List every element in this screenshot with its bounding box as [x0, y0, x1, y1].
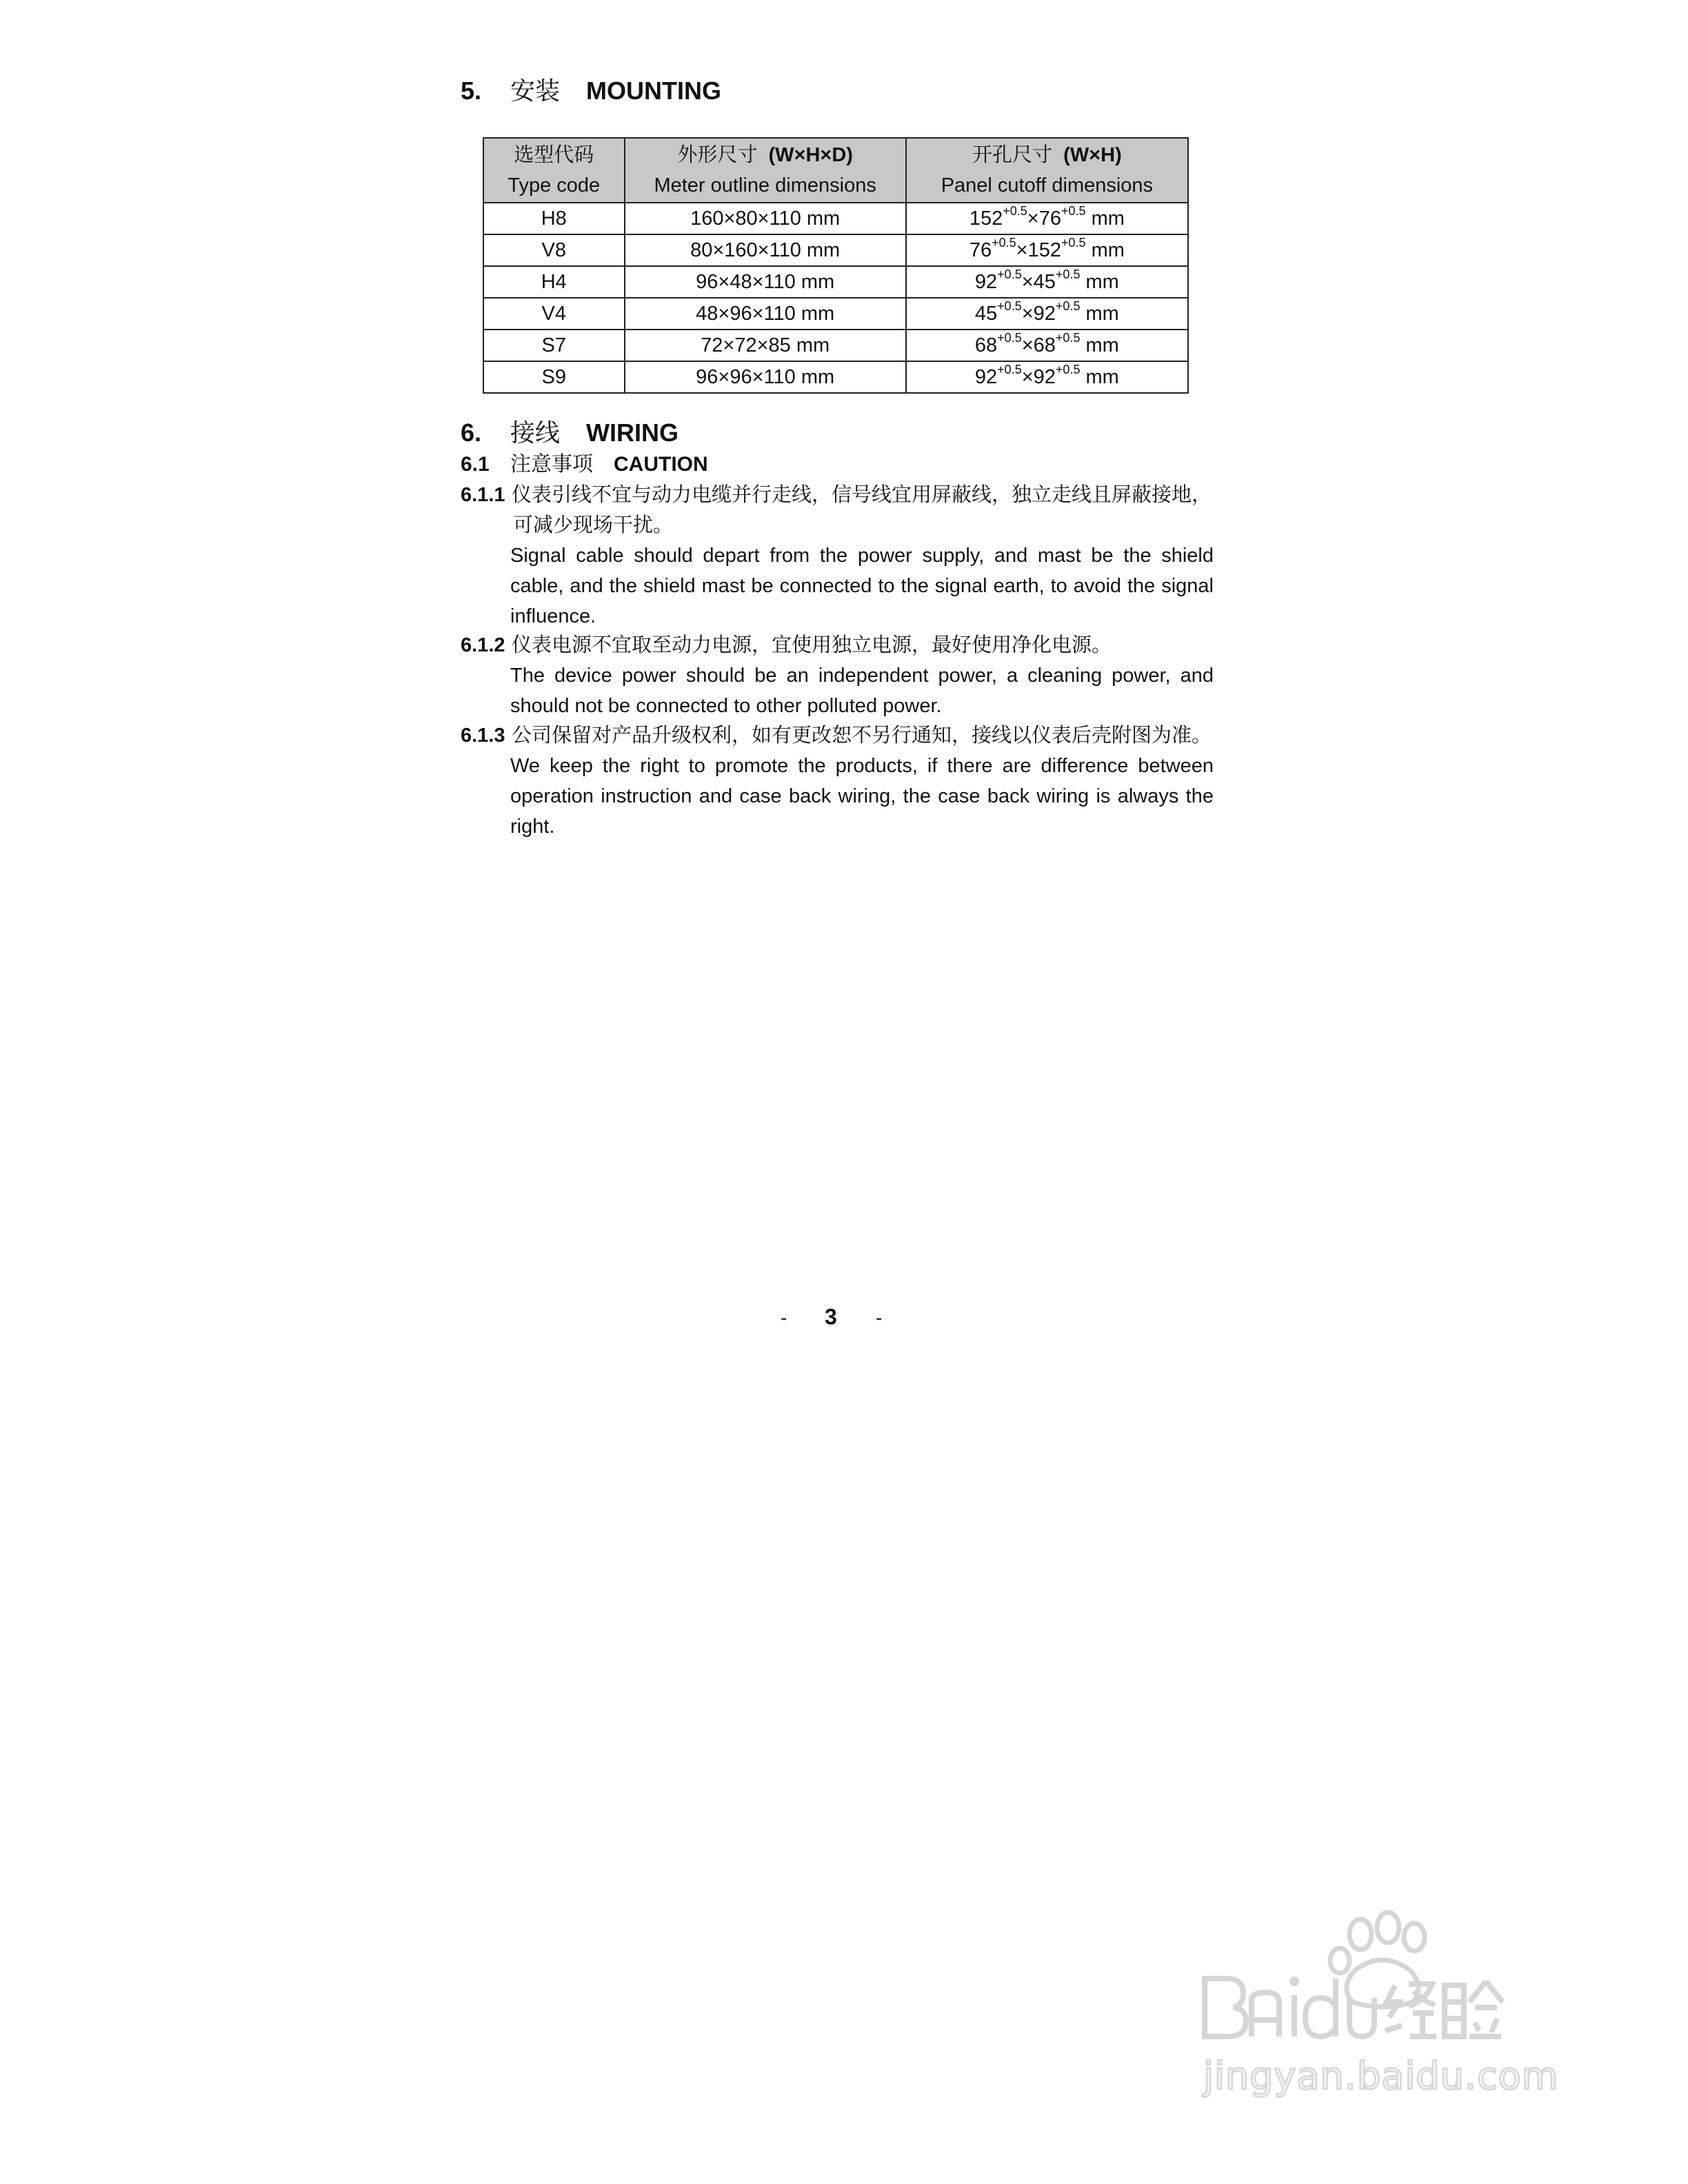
header-type-code: 选型代码 Type code [483, 138, 625, 203]
jingyan-url-text [1203, 2054, 1562, 2098]
item-number: 6.1.3 [461, 725, 505, 747]
cutoff-dimensions-cell: $92^{+0.5}\times 45^{+0.5}$ mm [906, 266, 1188, 298]
svg-text:jingyan.baidu.com: jingyan.baidu.com [1203, 2054, 1559, 2098]
item-text-zh: 公司保留对产品升级权利，如有更改恕不另行通知，接线以仪表后壳附图为准。 [512, 725, 1212, 747]
cutoff-dimensions-cell: $45^{+0.5}\times 92^{+0.5}$ mm [906, 298, 1188, 330]
table-row [483, 298, 1188, 330]
item-number: 6.1.2 [461, 634, 505, 656]
type-code-cell: V8 [483, 234, 625, 266]
type-code-cell: S9 [483, 361, 625, 393]
outline-dimensions-cell: 48×96×110 mm [625, 298, 906, 330]
cutoff-dimensions-cell: $68^{+0.5}\times 68^{+0.5}$ mm [906, 330, 1188, 361]
outline-dimensions-cell: 160×80×110 mm [625, 203, 906, 234]
outline-dimensions-cell: 80×160×110 mm [625, 234, 906, 266]
section-number: 6. [461, 418, 482, 447]
caution-item-6-1-1 [461, 480, 1214, 631]
outline-dimensions-cell: 72×72×85 mm [625, 330, 906, 361]
caution-item-6-1-2 [461, 630, 1214, 721]
table-header-row [483, 138, 1188, 203]
section-number: 5. [461, 77, 482, 105]
subsection-number: 6.1 [461, 453, 490, 476]
section-title-en: WIRING [586, 418, 679, 447]
type-code-cell: V4 [483, 298, 625, 330]
section-5-heading [461, 77, 721, 105]
page-number-dash-left: - [781, 1307, 787, 1328]
type-code-cell: H8 [483, 203, 625, 234]
type-code-cell: H4 [483, 266, 625, 298]
section-title-zh: 接线 [510, 418, 561, 447]
subsection-title-en: CAUTION [614, 453, 708, 476]
subsection-title-zh: 注意事项 [510, 453, 593, 476]
outline-dimensions-cell: 96×48×110 mm [625, 266, 906, 298]
header-outline-dimensions: 外形尺寸 (W×H×D) Meter outline dimensions [625, 138, 906, 203]
section-6-1-heading [461, 452, 708, 477]
dimensions-table [483, 137, 1189, 394]
header-cutoff-dimensions: 开孔尺寸 (W×H) Panel cutoff dimensions [906, 138, 1188, 203]
jingyan-chinese-text [1385, 1981, 1503, 2036]
item-text-en: We keep the right to promote the products, if there are difference between operation instruction and case back wiring, the case back wiring is always the right. [510, 755, 1214, 838]
item-text-zh: 仪表电源不宜取至动力电源，宜使用独立电源，最好使用净化电源。 [512, 634, 1112, 656]
cutoff-dimensions-cell: $152^{+0.5}\times 76^{+0.5}$ mm [906, 203, 1188, 234]
table-row [483, 234, 1188, 266]
paw-logo-icon [1330, 1912, 1425, 2007]
table-row [483, 330, 1188, 361]
caution-item-6-1-3 [461, 720, 1214, 842]
page-number-dash-right: - [876, 1307, 883, 1328]
section-title-en: MOUNTING [586, 77, 721, 105]
item-text-zh-continued: 可减少现场干扰。 [513, 514, 674, 536]
type-code-cell: S7 [483, 330, 625, 361]
item-text-en: The device power should be an independent power, a cleaning power, and should not be connected to other polluted power. [510, 665, 1214, 717]
table-row [483, 266, 1188, 298]
table-row [483, 361, 1188, 393]
item-text-en: Signal cable should depart from the power supply, and mast be the shield cable, and the shield mast be connected to the signal earth, to avoid the signal influence. [510, 545, 1214, 627]
cutoff-dimensions-cell: $92^{+0.5}\times 92^{+0.5}$ mm [906, 361, 1188, 393]
item-text-zh: 仪表引线不宜与动力电缆并行走线，信号线宜用屏蔽线，独立走线且屏蔽接地， [512, 484, 1212, 506]
table-row [483, 203, 1188, 234]
item-number: 6.1.1 [461, 484, 505, 506]
page-number-value: 3 [825, 1304, 837, 1329]
baidu-jingyan-watermark [1189, 1910, 1576, 2110]
outline-dimensions-cell: 96×96×110 mm [625, 361, 906, 393]
section-title-zh: 安装 [510, 77, 561, 105]
cutoff-dimensions-cell: $76^{+0.5}\times 152^{+0.5}$ mm [906, 234, 1188, 266]
section-6-heading [461, 419, 679, 447]
